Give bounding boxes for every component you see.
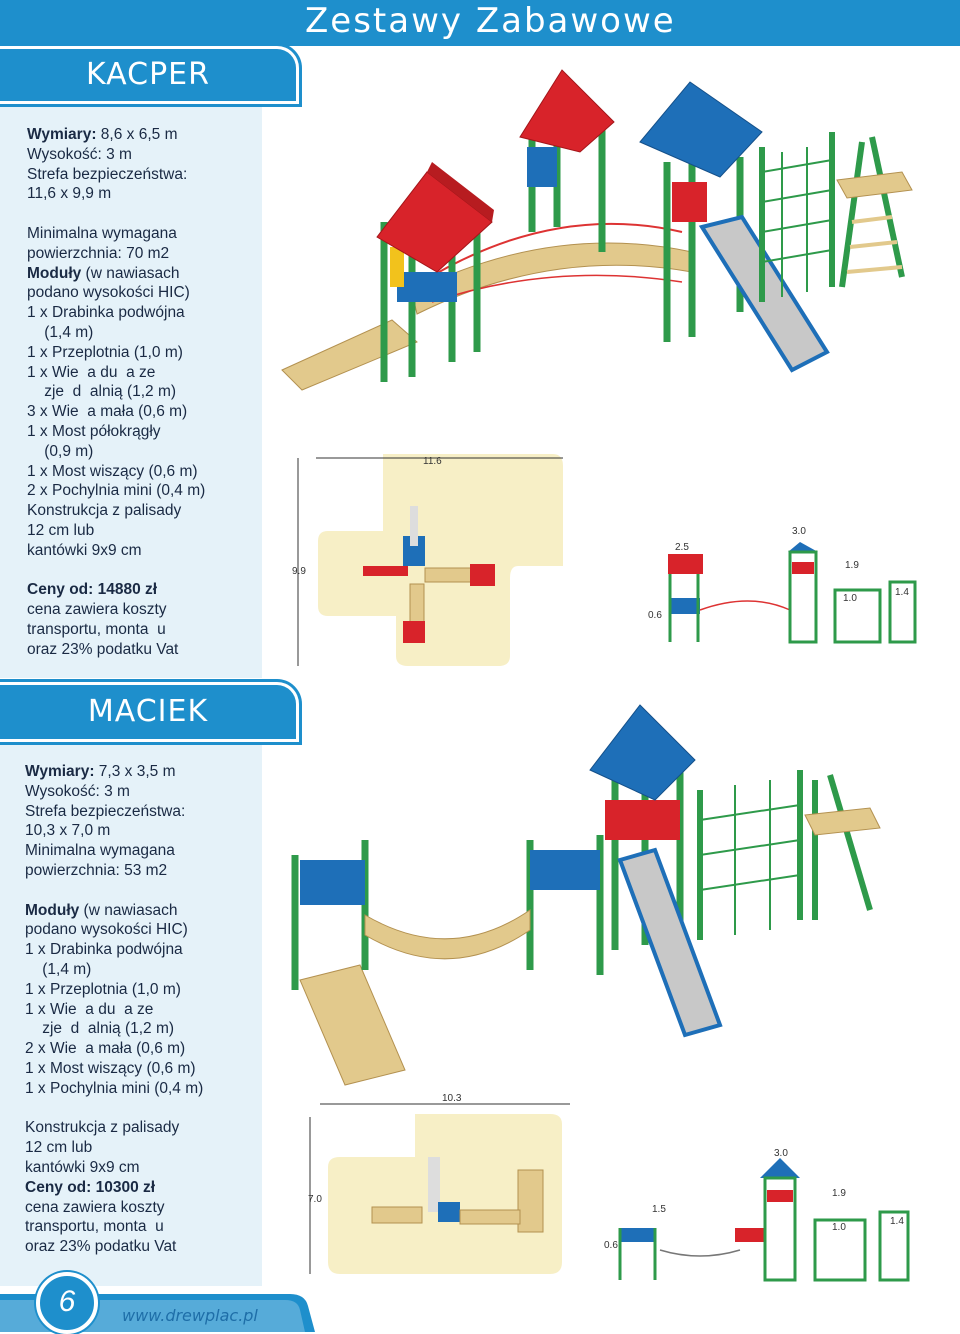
elev-label-1: 3.0 — [792, 526, 806, 537]
spec-line — [27, 561, 205, 581]
elev-label-3: 1.9 — [845, 560, 859, 571]
spec-label: Wymiary: — [25, 763, 95, 780]
spec-line — [27, 481, 205, 501]
page-title: Zestawy Zabawowe — [305, 1, 676, 41]
elev-label-5: 1.4 — [895, 587, 909, 598]
plan-width-label: 10.3 — [442, 1093, 462, 1104]
spec-line — [25, 1039, 203, 1059]
spec-line — [27, 303, 205, 323]
elev-label-3: 1.9 — [832, 1188, 846, 1199]
spec-line — [27, 363, 205, 383]
spec-line — [27, 283, 205, 303]
elev-label-6: 0.6 — [648, 610, 662, 621]
spec-line — [25, 1138, 203, 1158]
spec-line — [25, 802, 203, 822]
spec-line — [27, 323, 205, 343]
spec-line — [27, 620, 205, 640]
spec-text: 1 x Drabinka podwójna — [27, 304, 185, 322]
spec-line — [27, 580, 205, 600]
spec-line — [25, 901, 203, 921]
spec-text: kantówki 9x9 cm — [25, 1158, 140, 1176]
spec-label: Wymiary: — [27, 126, 97, 143]
spec-line — [27, 442, 205, 462]
elev-label-1: 3.0 — [774, 1148, 788, 1159]
spec-text: 1 x Pochylnia mini (0,4 m) — [25, 1079, 204, 1097]
spec-text: (w nawiasach — [79, 901, 178, 919]
spec-line — [27, 145, 205, 165]
spec-text: Wysokość: 3 m — [25, 782, 130, 800]
spec-line — [27, 422, 205, 442]
spec-line — [27, 462, 205, 482]
spec-text: cena zawiera koszty — [27, 601, 167, 619]
spec-line — [25, 980, 203, 1000]
spec-text: (w nawiasach — [81, 264, 180, 282]
spec-line — [25, 1099, 203, 1119]
spec-line — [25, 821, 203, 841]
spec-label: Ceny od: 10300 zł — [25, 1178, 156, 1196]
spec-line — [25, 960, 203, 980]
spec-text: 10,3 x 7,0 m — [25, 822, 111, 840]
spec-line — [27, 600, 205, 620]
spec-text: 1 x Most wiszący (0,6 m) — [25, 1059, 196, 1077]
spec-line — [27, 204, 205, 224]
spec-text: 3 x Wie a mała (0,6 m) — [27, 403, 188, 421]
spec-text: 1 x Przeplotnia (1,0 m) — [25, 980, 181, 998]
spec-line — [25, 1079, 203, 1099]
plan-height-label: 9.9 — [292, 566, 306, 577]
maciek-playground-render — [270, 690, 950, 1090]
elev-label-2: 1.5 — [652, 1204, 666, 1215]
spec-text: Strefa bezpieczeństwa: — [25, 802, 186, 820]
spec-text: podano wysokości HIC) — [27, 284, 190, 302]
spec-text: Strefa bezpieczeństwa: — [27, 165, 188, 183]
spec-text: powierzchnia: 53 m2 — [25, 861, 168, 879]
spec-line — [25, 1059, 203, 1079]
spec-line — [27, 165, 205, 185]
kacper-elevation-view — [640, 522, 940, 672]
spec-text: Wysokość: 3 m — [27, 145, 132, 163]
elev-label-4: 1.0 — [843, 593, 857, 604]
spec-line — [27, 244, 205, 264]
spec-text: Konstrukcja z palisady — [27, 502, 182, 520]
spec-text: 11,6 x 9,9 m — [27, 185, 112, 203]
spec-line — [27, 264, 205, 284]
spec-text: kantówki 9x9 cm — [27, 541, 142, 559]
spec-text: 7,3 x 3,5 m — [94, 763, 176, 780]
spec-line — [25, 762, 203, 782]
plan-width-label: 11.6 — [423, 456, 442, 467]
spec-text: zje d alnią (1,2 m) — [27, 383, 177, 401]
page-number-badge: 6 — [36, 1272, 98, 1334]
spec-line — [25, 1237, 203, 1257]
spec-text: 1 x Drabinka podwójna — [25, 941, 183, 959]
spec-line — [27, 184, 205, 204]
spec-line — [25, 940, 203, 960]
safety-zone — [318, 454, 563, 666]
maciek-plan-view — [300, 1092, 590, 1282]
spec-text: 12 cm lub — [27, 521, 95, 539]
spec-text: Minimalna wymagana — [27, 224, 177, 242]
spec-line — [25, 782, 203, 802]
maciek-tab: MACIEK — [0, 682, 299, 742]
spec-text: oraz 23% podatku Vat — [25, 1238, 177, 1256]
spec-text: 1 x Most półokrągły — [27, 422, 161, 440]
spec-text: powierzchnia: 70 m2 — [27, 244, 170, 262]
spec-text: oraz 23% podatku Vat — [27, 640, 179, 658]
elev-label-6: 0.6 — [604, 1240, 618, 1251]
spec-text: 1 x Przeplotnia (1,0 m) — [27, 343, 183, 361]
kacper-specs — [27, 125, 205, 660]
spec-text: transportu, monta u — [25, 1218, 164, 1236]
maciek-specs — [25, 762, 203, 1257]
spec-line — [27, 343, 205, 363]
spec-line — [27, 125, 205, 145]
spec-line — [27, 382, 205, 402]
spec-text: podano wysokości HIC) — [25, 921, 188, 939]
spec-text: 8,6 x 6,5 m — [96, 126, 178, 143]
spec-label: Moduły — [27, 264, 82, 282]
spec-text: 2 x Wie a mała (0,6 m) — [25, 1040, 186, 1058]
spec-line — [25, 1118, 203, 1138]
spec-text: 2 x Pochylnia mini (0,4 m) — [27, 482, 206, 500]
spec-text: 1 x Wie a du a ze — [25, 1000, 154, 1018]
spec-text: (0,9 m) — [27, 442, 94, 460]
spec-text: Minimalna wymagana — [25, 842, 175, 860]
kacper-tab: KACPER — [0, 46, 299, 104]
maciek-elevation-view — [600, 1140, 940, 1290]
spec-text: zje d alnią (1,2 m) — [25, 1020, 175, 1038]
spec-line — [27, 224, 205, 244]
elev-label-5: 1.4 — [890, 1216, 904, 1227]
website-url[interactable]: www.drewplac.pl — [122, 1306, 258, 1325]
spec-text: Konstrukcja z palisady — [25, 1119, 180, 1137]
spec-text: (1,4 m) — [25, 960, 92, 978]
spec-line — [25, 1019, 203, 1039]
spec-line — [25, 1178, 203, 1198]
spec-text: 12 cm lub — [25, 1139, 93, 1157]
elev-label-4: 1.0 — [832, 1222, 846, 1233]
spec-text: transportu, monta u — [27, 620, 166, 638]
spec-text: cena zawiera koszty — [25, 1198, 165, 1216]
spec-line — [27, 541, 205, 561]
spec-line — [25, 841, 203, 861]
spec-line — [25, 1198, 203, 1218]
kacper-playground-render — [262, 52, 952, 450]
spec-line — [27, 501, 205, 521]
spec-label: Moduły — [25, 901, 80, 919]
spec-text: 1 x Most wiszący (0,6 m) — [27, 462, 198, 480]
spec-line — [27, 521, 205, 541]
spec-text: (1,4 m) — [27, 323, 94, 341]
spec-label: Ceny od: 14880 zł — [27, 581, 158, 599]
plan-height-label: 7.0 — [308, 1194, 322, 1205]
spec-line — [25, 920, 203, 940]
kacper-plan-view — [288, 446, 598, 672]
spec-line — [27, 402, 205, 422]
spec-line — [25, 1000, 203, 1020]
elev-label-2: 2.5 — [675, 542, 689, 553]
spec-line — [27, 640, 205, 660]
spec-line — [25, 881, 203, 901]
spec-line — [25, 1158, 203, 1178]
spec-text: 1 x Wie a du a ze — [27, 363, 156, 381]
spec-line — [25, 861, 203, 881]
spec-line — [25, 1217, 203, 1237]
